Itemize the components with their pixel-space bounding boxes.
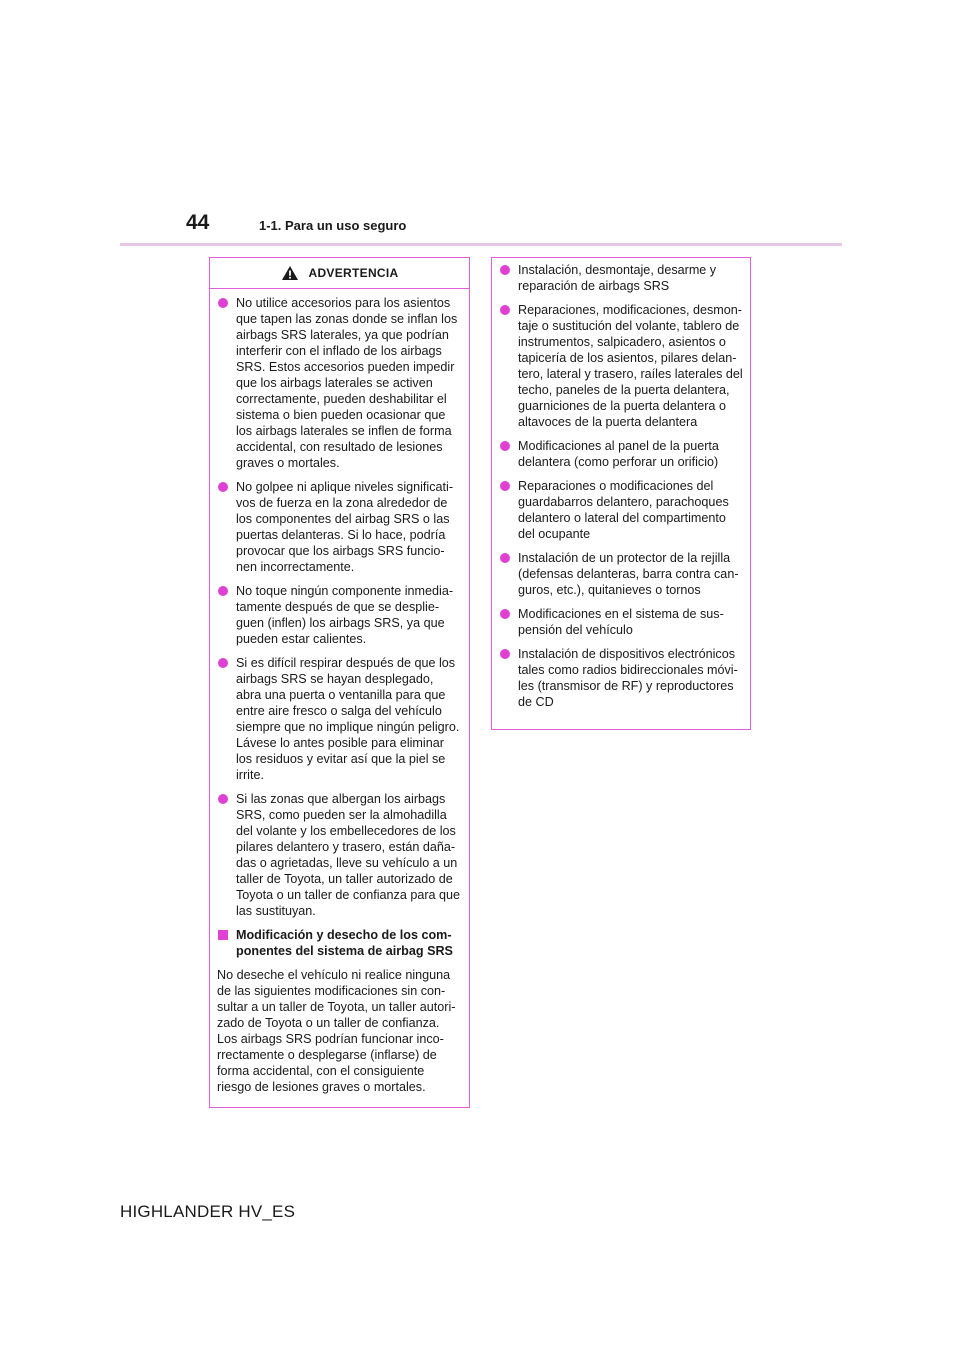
warning-content-left	[210, 289, 469, 1101]
section-title: 1-1. Para un uso seguro	[259, 218, 407, 233]
warning-title: ADVERTENCIA	[308, 266, 399, 280]
warning-box-left	[209, 257, 470, 1108]
list-item	[499, 646, 744, 710]
list-item-text: Si las zonas que albergan los airbags SRS, como pueden ser la almohadilla del volante y los embellecedores de los pilares delantero y trasero, están daña- das o agrietadas, lleve su vehículo a un taller de Toyota, un taller autorizado de Toyota o un taller de confianza para que las sustituyan.	[236, 792, 461, 918]
bullet-circle-icon	[500, 609, 510, 619]
bullet-circle-icon	[218, 658, 228, 668]
list-item	[499, 438, 744, 470]
list-item-text: Modificaciones en el sistema de sus- pensión del vehículo	[518, 607, 724, 637]
warning-box-right	[491, 257, 751, 730]
bullet-circle-icon	[500, 649, 510, 659]
list-item	[217, 583, 463, 647]
list-item-text: Modificaciones al panel de la puerta delantera (como perforar un orificio)	[518, 439, 719, 469]
bullet-circle-icon	[218, 586, 228, 596]
bullet-circle-icon	[500, 553, 510, 563]
list-item	[217, 655, 463, 783]
list-item-text: Instalación de un protector de la rejilla (defensas delanteras, barra contra can- guros, etc.), quitanieves o tornos	[518, 551, 739, 597]
list-item-text: Instalación de dispositivos electrónicos tales como radios bidireccionales móvi- les (transmisor de RF) y reproductores de CD	[518, 647, 738, 709]
list-item	[217, 479, 463, 575]
list-item-text: No golpee ni aplique niveles significati- vos de fuerza en la zona alrededor de los componentes del airbag SRS o las puertas delanteras. Si lo hace, podría provocar que los airbags SRS funcio- nen incorrectamente.	[236, 480, 454, 574]
list-item	[499, 606, 744, 638]
bullet-circle-icon	[500, 481, 510, 491]
footer-model-label: HIGHLANDER HV_ES	[120, 1202, 296, 1221]
bullet-square-icon	[218, 930, 228, 940]
page-number: 44	[186, 211, 210, 234]
subsection-body: No deseche el vehículo ni realice ninguna de las siguientes modificaciones sin con- sultar a un taller de Toyota, un taller autori- zado de Toyota o un taller de confianza. Los airbags SRS podrían funcionar inco- rrectamente o desplegarse (inflarse) de forma accidental, con el consiguiente riesgo de lesiones graves o mortales.	[217, 968, 456, 1094]
list-item	[217, 295, 463, 471]
list-item-text: Reparaciones o modificaciones del guardabarros delantero, parachoques delantero o lateral del compartimento del ocupante	[518, 479, 729, 541]
header-divider	[120, 243, 842, 246]
list-item	[217, 791, 463, 919]
subsection-heading: Modificación y desecho de los com- ponentes del sistema de airbag SRS	[236, 928, 453, 958]
subsection-heading-item	[217, 927, 463, 959]
bullet-circle-icon	[500, 305, 510, 315]
bullet-circle-icon	[218, 482, 228, 492]
list-item-text: No utilice accesorios para los asientos que tapen las zonas donde se inflan los airbags SRS laterales, ya que podrían interferir con el inflado de los airbags SRS. Estos accesorios pueden impedir que los airbags laterales se activen correctamente, pueden deshabilitar el sistema o bien pueden ocasionar que los airbags laterales se inflen de forma accidental, con resultado de lesiones graves o mortales.	[236, 296, 458, 470]
bullet-circle-icon	[500, 441, 510, 451]
list-item-text: Si es difícil respirar después de que los airbags SRS se hayan desplegado, abra una puerta o ventanilla para que entre aire fresco o salga del vehículo siempre que no implique ningún peligro. Lávese lo antes posible para eliminar los residuos y evitar así que la piel se irrite.	[236, 656, 460, 782]
warning-content-right	[492, 258, 750, 724]
bullet-circle-icon	[218, 298, 228, 308]
warning-triangle-icon	[281, 265, 299, 281]
list-item-text: No toque ningún componente inmedia- tamente después de que se desplie- guen (inflen) los airbags SRS, ya que pueden estar calientes.	[236, 584, 454, 646]
list-item	[499, 302, 744, 430]
warning-header	[210, 258, 469, 289]
list-item-text: Instalación, desmontaje, desarme y reparación de airbags SRS	[518, 263, 717, 293]
list-item	[499, 550, 744, 598]
list-item	[499, 478, 744, 542]
list-item	[499, 262, 744, 294]
bullet-circle-icon	[500, 265, 510, 275]
list-item-text: Reparaciones, modificaciones, desmon- taje o sustitución del volante, tablero de instrumentos, salpicadero, asientos o tapicería de los asientos, pilares delan- tero, lateral y trasero, raíles laterales del techo, paneles de la puerta delantera, guarniciones de la puerta delantera o altavoces de la puerta delantera	[518, 303, 743, 429]
bullet-circle-icon	[218, 794, 228, 804]
